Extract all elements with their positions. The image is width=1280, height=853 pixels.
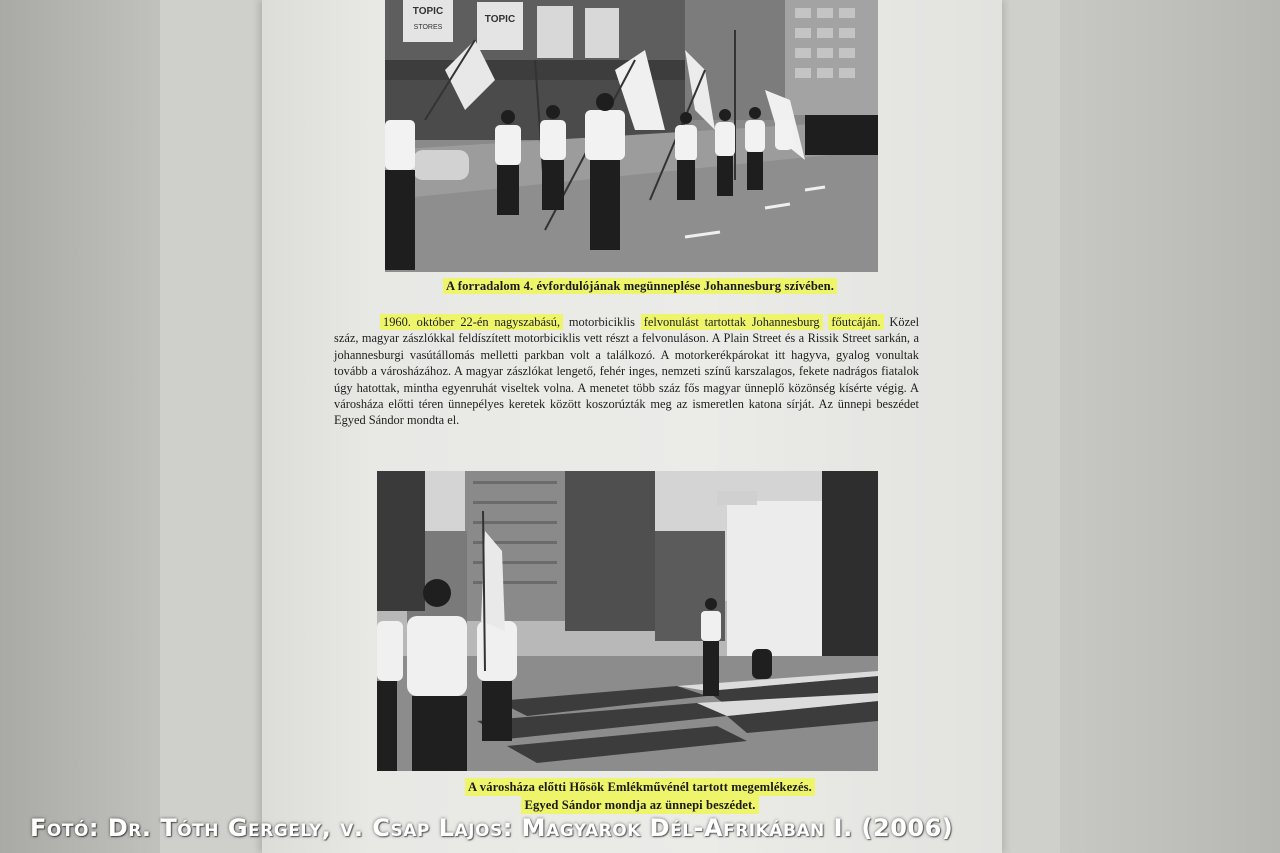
- parade-photo: [385, 0, 878, 272]
- highlight-date: 1960. október 22-én nagyszabású,: [380, 314, 563, 330]
- background-surface-left: [0, 0, 170, 853]
- top-caption-text: A forradalom 4. évfordulójának megünneplése Johannesburg szívében.: [443, 278, 837, 294]
- paragraph-segment-2: Közel száz, magyar zászlókkal feldíszített motorbiciklis vett részt a felvonuláson. A Plain Street és a Rissik Street sarkán, a johannesburgi vasútállomás melletti parkban volt a találkozó. A motorkerékpárokat itt hagyva, gyalog vonultak tovább a városházához. A magyar zászlókat lengető, fehér inges, nemzeti színű karszalagos, fekete nadrágos fiatalok úgy hatottak, mintha egyenruhát viseltek volna. A menetet több száz fős magyar ünneplő közönség kísérte végig. A városháza előtti téren ünnepélyes keretek között koszorúzták meg az ismeretlen katona sírját. Az ünnepi beszédet Egyed Sándor mondta el.: [334, 315, 920, 428]
- store-sign-2: TOPIC: [484, 14, 516, 25]
- store-sign-1: TOPIC: [412, 6, 444, 17]
- memorial-photo: [377, 471, 878, 771]
- highlight-parade: felvonulást tartottak Johannesburg: [641, 314, 823, 330]
- bottom-caption-line-2: Egyed Sándor mondja az ünnepi beszédet.: [521, 796, 758, 814]
- bottom-photo-caption: [400, 778, 880, 814]
- bottom-caption-line-1: A városháza előtti Hősök Emlékművénél tartott megemlékezés.: [465, 778, 815, 796]
- paragraph-segment-1: motorbiciklis: [563, 315, 641, 329]
- photo-credit: Fotó: Dr. Tóth Gergely, v. Csap Lajos: Magyarok Dél-Afrikában I. (2006): [30, 814, 954, 842]
- store-sign-1-sub: STORES: [413, 24, 443, 31]
- article-paragraph: [334, 314, 919, 429]
- top-photo-caption: [400, 279, 880, 294]
- highlight-main-street: főutcáján.: [828, 314, 883, 330]
- background-surface-right: [1040, 0, 1280, 853]
